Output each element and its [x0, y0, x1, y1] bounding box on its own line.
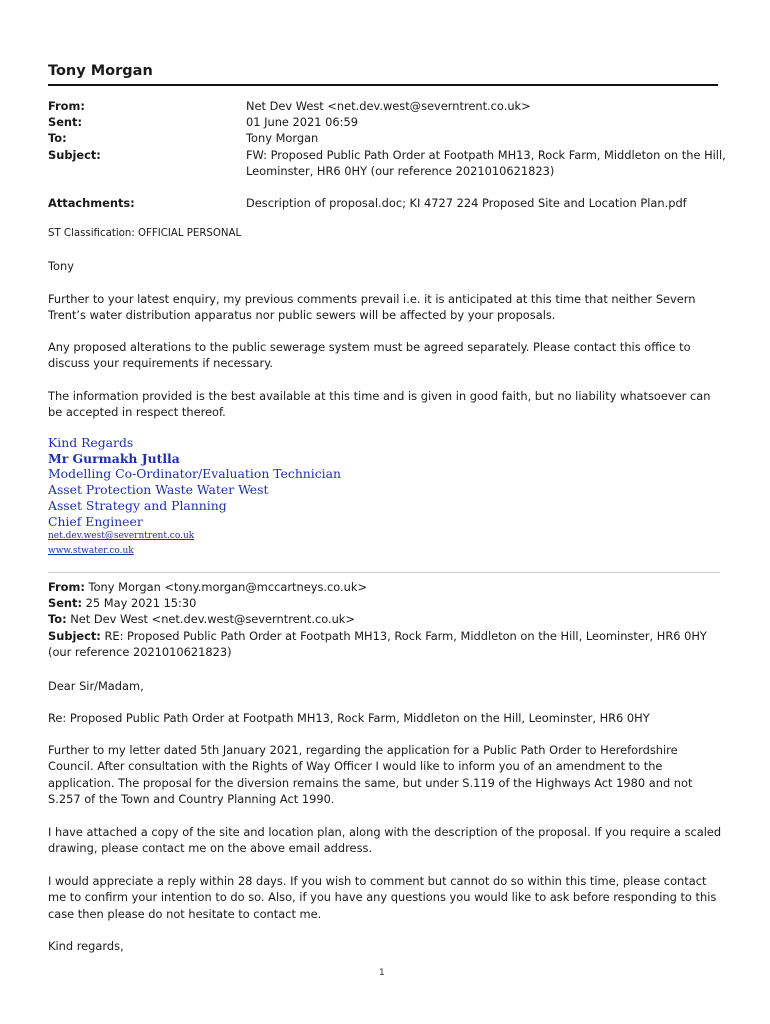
fw-closing: Kind regards, [48, 939, 124, 953]
fw-sent-label: Sent: [48, 596, 83, 611]
mailbox-owner-name: Tony Morgan [48, 63, 153, 79]
attachments-row [48, 195, 728, 211]
fw-to-row [48, 611, 728, 627]
body-paragraph-1: Further to your latest enquiry, my previous comments prevail i.e. it is anticipated at this time that neither Severn Trent’s water distribution apparatus nor public sewers will be affected by your proposals. [48, 292, 696, 323]
forwarded-header [48, 579, 728, 660]
header-rule [48, 84, 718, 86]
greeting: Tony [48, 259, 74, 273]
attachments-label: Attachments: [48, 196, 135, 211]
signature-regards: Kind Regards [48, 435, 134, 450]
attachments-value[interactable]: Description of proposal.doc; KI 4727 224 Proposed Site and Location Plan.pdf [246, 196, 687, 211]
classification-line: ST Classification: OFFICIAL PERSONAL [48, 228, 242, 239]
fw-subject-row [48, 628, 728, 660]
fw-from-value: Tony Morgan <tony.morgan@mccartneys.co.uk> [88, 580, 368, 594]
email-signature [48, 435, 548, 559]
fw-paragraph-2: I have attached a copy of the site and location plan, along with the description of the proposal. If you require a scaled drawing, please contact me on the above email address. [48, 825, 722, 856]
body-paragraph-3: The information provided is the best available at this time and is given in good faith, but no liability whatsoever can be accepted in respect thereof. [48, 389, 711, 420]
fw-salutation: Dear Sir/Madam, [48, 679, 144, 693]
to-value: Tony Morgan [246, 131, 319, 146]
signature-dept-3: Chief Engineer [48, 513, 143, 529]
page-number: 1 [379, 968, 385, 978]
to-row [48, 130, 728, 146]
forward-separator [48, 572, 720, 573]
subject-value: FW: Proposed Public Path Order at Footpath MH13, Rock Farm, Middleton on the Hill, Leominster, HR6 0HY (our reference 2021010621823) [246, 147, 726, 178]
fw-subject-label: Subject: [48, 628, 101, 643]
signature-website-link[interactable]: www.stwater.co.uk [48, 546, 134, 557]
signature-email-link[interactable]: net.dev.west@severntrent.co.uk [48, 531, 195, 542]
from-row [48, 98, 728, 114]
signature-role: Modelling Co-Ordinator/Evaluation Technician [48, 466, 342, 482]
fw-paragraph-3: I would appreciate a reply within 28 days. If you wish to comment but cannot do so within this time, please contact me to confirm your intention to do so. Also, if you have any questions you would like to ask before responding to this case then please do not hesitate to contact me. [48, 874, 717, 921]
signature-dept-2: Asset Strategy and Planning [48, 497, 227, 513]
sent-row [48, 114, 728, 130]
signature-name: Mr Gurmakh Jutlla [48, 450, 180, 466]
sent-label: Sent: [48, 115, 83, 130]
fw-to-value: Net Dev West <net.dev.west@severntrent.co.uk> [70, 612, 355, 627]
sent-value: 01 June 2021 06:59 [246, 115, 358, 130]
from-value: Net Dev West <net.dev.west@severntrent.co.uk> [246, 99, 531, 113]
body-paragraph-2: Any proposed alterations to the public sewerage system must be agreed separately. Please contact this office to discuss your requirements if necessary. [48, 340, 691, 371]
fw-from-label: From: [48, 580, 85, 594]
subject-label: Subject: [48, 147, 101, 162]
fw-subject-value: RE: Proposed Public Path Order at Footpath MH13, Rock Farm, Middleton on the Hill, Leominster, HR6 0HY (our reference 2021010621823) [48, 628, 707, 659]
fw-to-label: To: [48, 612, 67, 627]
fw-from-row [48, 579, 728, 595]
signature-dept-1: Asset Protection Waste Water West [48, 482, 269, 498]
from-label: From: [48, 99, 85, 113]
fw-re-line: Re: Proposed Public Path Order at Footpath MH13, Rock Farm, Middleton on the Hill, Leominster, HR6 0HY [48, 711, 650, 725]
fw-sent-row [48, 595, 728, 611]
fw-paragraph-1: Further to my letter dated 5th January 2021, regarding the application for a Public Path Order to Herefordshire Council. After consultation with the Rights of Way Officer I would like to inform you of an amendment to the application. The proposal for the diversion remains the same, but under S.119 of the Highways Act 1980 and not S.257 of the Town and Country Planning Act 1990. [48, 743, 693, 806]
email-header [48, 98, 728, 211]
fw-sent-value: 25 May 2021 15:30 [85, 596, 197, 611]
to-label: To: [48, 131, 67, 146]
subject-row [48, 147, 728, 179]
